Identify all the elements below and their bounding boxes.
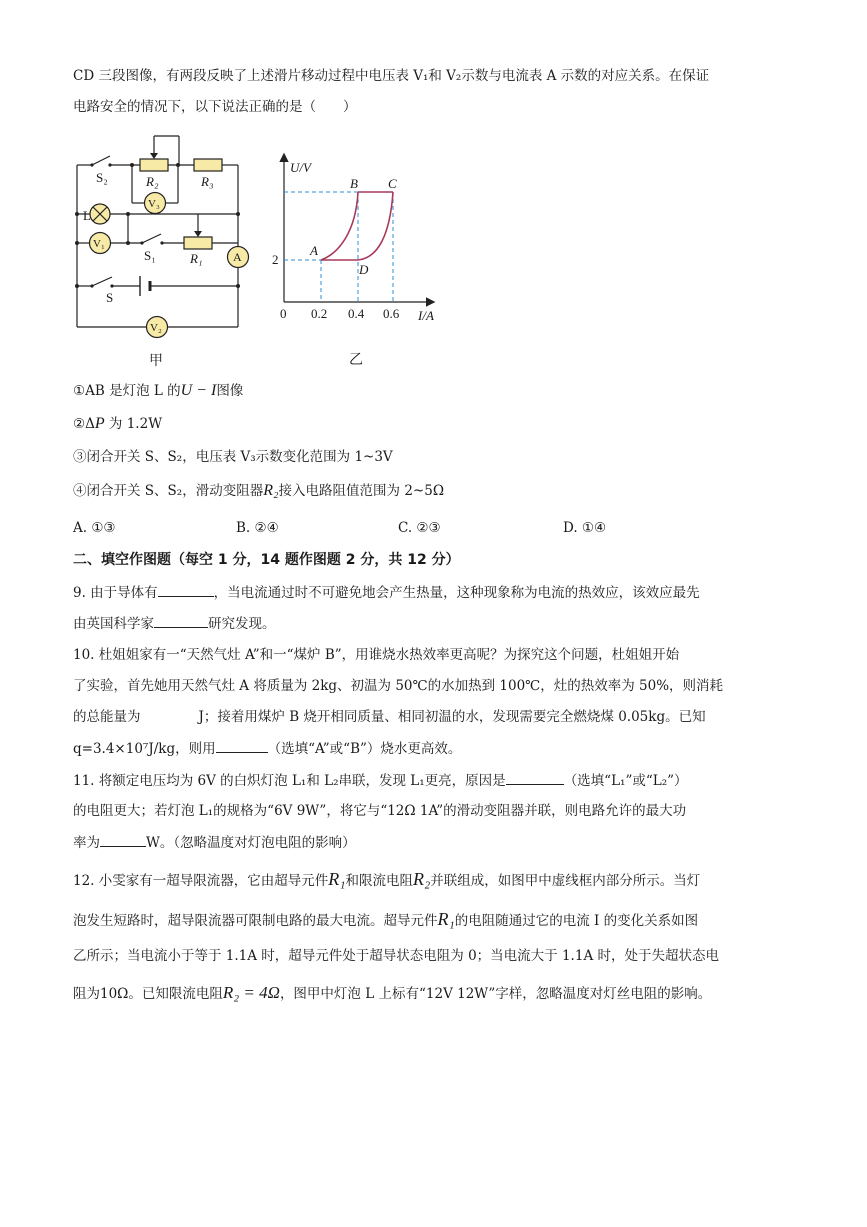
- graph-x-axis-label: I/A: [418, 308, 434, 323]
- statement-2: ②ΔP 为 1.2W: [73, 415, 163, 432]
- q9-line-2: 由英国科学家 研究发现。: [73, 613, 276, 634]
- q9-line-1: 9. 由于导体有 ，当电流通过时不可避免地会产生热量，这种现象称为电流的热效应，该效应最先: [73, 582, 700, 603]
- label-r2: R₂: [146, 174, 159, 189]
- q11-line-2: 的电阻更大；若灯泡 L₁的规格为“6V 9W”，将它与“12Ω 1A”的滑动变阻器并联，则电路允许的最大功: [73, 803, 687, 819]
- r1-slider-arrow: [194, 231, 202, 237]
- q12-line-4: 阻为10Ω。已知限流电阻R₂ = 4Ω，图甲中灯泡 L 上标有“12V 12W”字样，忽略温度对灯丝电阻的影响。: [73, 983, 712, 1002]
- battery-icon: [140, 276, 150, 296]
- q11-line-1: 11. 将额定电压均为 6V 的白炽灯泡 L₁和 L₂串联，发现 L₁更亮，原因是 （选填“L₁”或“L₂”）: [73, 770, 688, 791]
- section-heading: 二、填空作图题（每空 1 分，14 题作图题 2 分，共 12 分）: [73, 552, 460, 568]
- circuit-caption: 甲: [149, 354, 163, 369]
- switch-s1-blade: [142, 234, 161, 243]
- graph-x-tick-1: 0.4: [348, 306, 365, 321]
- curve-ab: [321, 192, 358, 260]
- resistor-r3: [194, 159, 222, 171]
- label-r1: R₁: [190, 251, 203, 266]
- graph-point-a: A: [310, 243, 318, 258]
- resistor-r1: [184, 237, 212, 249]
- q10-line-2: 了实验，首先她用天然气灶 A 将质量为 2kg、初温为 50℃的水加热到 100℃，灶的热效率为 50%，则消耗: [73, 678, 724, 694]
- r2-slider-arrow: [150, 153, 158, 159]
- q10-line-1: 10. 杜姐姐家有一“天然气灶 A”和一“煤炉 B”，用谁烧水热效率更高呢？为探究这个问题，杜姐姐开始: [73, 647, 680, 663]
- label-lamp: L: [83, 208, 91, 223]
- q11-blank-2[interactable]: [100, 832, 146, 847]
- curve-dc: [358, 192, 393, 260]
- q10-line-4: q=3.4×10⁷J/kg，则用 （选填“A”或“B”）烧水更高效。: [73, 738, 461, 759]
- option-a[interactable]: A. ①③: [73, 520, 116, 536]
- graph-point-b: B: [350, 176, 358, 191]
- label-r3: R₃: [201, 174, 214, 189]
- graph-point-d: D: [359, 262, 369, 277]
- graph-caption: 乙: [349, 353, 363, 368]
- q9-blank-1[interactable]: [158, 582, 214, 597]
- graph-x-tick-2: 0.6: [383, 306, 400, 321]
- q12-line-1: 12. 小雯家有一超导限流器，它由超导元件R₁和限流电阻R₂并联组成，如图甲中虚线框内部分所示。当灯: [73, 869, 701, 889]
- question-intro-line-1: CD 三段图像，有两段反映了上述滑片移动过程中电压表 V₁和 V₂示数与电流表 A 示数的对应关系。在保证: [73, 68, 710, 84]
- statement-1: ①AB 是灯泡 L 的U − I图像: [73, 382, 244, 399]
- q10-blank-2[interactable]: [216, 738, 268, 753]
- q12-line-3: 乙所示；当电流小于等于 1.1A 时，超导元件处于超导状态电阻为 0；当电流大于 1.1A 时，处于失超状态电: [73, 948, 719, 964]
- q11-line-3: 率为 W。（忽略温度对灯泡电阻的影响）: [73, 832, 356, 853]
- question-intro-line-2: 电路安全的情况下，以下说法正确的是（ ）: [73, 99, 357, 115]
- label-v3: V₃: [148, 198, 160, 210]
- label-s: S: [106, 290, 114, 305]
- label-ammeter: A: [233, 250, 242, 264]
- switch-s2-blade: [92, 156, 110, 165]
- graph-x-tick-0: 0.2: [311, 306, 328, 321]
- q9-blank-2[interactable]: [154, 613, 208, 628]
- resistor-r2: [140, 159, 168, 171]
- option-c[interactable]: C. ②③: [398, 520, 441, 536]
- lamp-icon: [90, 204, 110, 224]
- circuit-diagram: [70, 130, 260, 370]
- q10-line-3: 的总能量为 J；接着用煤炉 B 烧开相同质量、相同初温的水，发现需要完全燃烧煤 0.05kg。已知: [73, 709, 706, 725]
- graph-y-axis-label: U/V: [290, 160, 311, 175]
- q12-line-2: 泡发生短路时，超导限流器可限制电路的最大电流。超导元件R₁的电阻随通过它的电流 I 的变化关系如图: [73, 909, 699, 929]
- q11-blank-1[interactable]: [506, 770, 564, 785]
- ui-graph: [268, 150, 453, 370]
- switch-s-blade: [92, 277, 112, 286]
- statement-3: ③闭合开关 S、S₂，电压表 V₃示数变化范围为 1~3V: [73, 449, 393, 465]
- option-b[interactable]: B. ②④: [236, 520, 279, 536]
- label-v2: V₂: [150, 322, 162, 334]
- label-s1: S₁: [144, 248, 156, 263]
- statement-4: ④闭合开关 S、S₂，滑动变阻器R₂接入电路阻值范围为 2~5Ω: [73, 482, 445, 499]
- label-v1: V₁: [93, 238, 105, 250]
- label-s2: S₂: [96, 170, 108, 185]
- graph-point-c: C: [388, 176, 397, 191]
- graph-y-tick: 2: [272, 252, 279, 267]
- option-d[interactable]: D. ①④: [563, 520, 607, 536]
- graph-origin-label: 0: [280, 306, 287, 321]
